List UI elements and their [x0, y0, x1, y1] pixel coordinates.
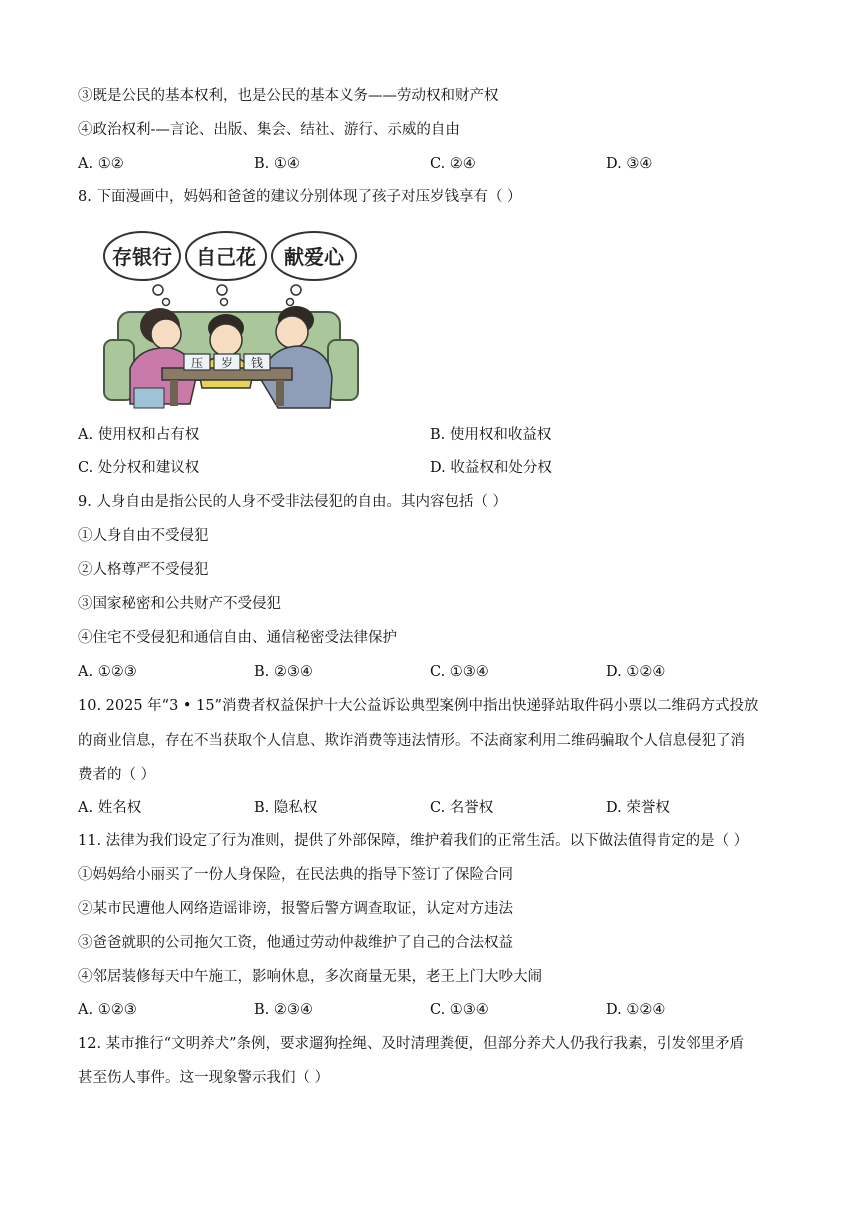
q9-option-b[interactable]: B. ②③④ [254, 664, 313, 680]
q10-option-c[interactable]: C. 名誉权 [430, 800, 494, 816]
q12-stem-line-2: 甚至伤人事件。这一现象警示我们（ ） [78, 1070, 330, 1086]
q8-option-b[interactable]: B. 使用权和收益权 [430, 427, 552, 443]
q11-item-2: ②某市民遭他人网络造谣诽谤，报警后警方调查取证，认定对方违法 [78, 901, 513, 917]
bubble-spend-self [186, 232, 266, 280]
q7-item-3: ③既是公民的基本权利，也是公民的基本义务——劳动权和财产权 [78, 88, 499, 104]
q7-item-4: ④政治权利-—言论、出版、集会、结社、游行、示威的自由 [78, 122, 460, 138]
q8-option-d[interactable]: D. 收益权和处分权 [430, 460, 552, 476]
bubble-text-2: 自己花 [196, 245, 256, 269]
q8-option-a[interactable]: A. 使用权和占有权 [78, 427, 200, 443]
q11-option-d[interactable]: D. ①②④ [606, 1002, 666, 1018]
q10-stem-line-1: 10. 2025 年“3 • 15”消费者权益保护十大公益诉讼典型案例中指出快递驿站取件码小票以二维码方式投放 [78, 698, 759, 714]
bubble-text-3: 献爱心 [284, 245, 344, 269]
q11-item-4: ④邻居装修每天中午施工，影响休息，多次商量无果，老王上门大吵大闹 [78, 969, 542, 985]
q10-option-d[interactable]: D. 荣誉权 [606, 800, 670, 816]
q11-option-c[interactable]: C. ①③④ [430, 1002, 489, 1018]
q12-stem-line-1: 12. 某市推行“文明养犬”条例，要求遛狗拴绳、及时清理粪便，但部分养犬人仍我行我素，引发邻里矛盾 [78, 1036, 744, 1052]
q11-option-b[interactable]: B. ②③④ [254, 1002, 313, 1018]
bubble-save-bank [104, 232, 180, 280]
q9-item-3: ③国家秘密和公共财产不受侵犯 [78, 596, 281, 612]
bubble-donate [272, 232, 356, 280]
q9-option-a[interactable]: A. ①②③ [78, 664, 137, 680]
q10-stem-line-2: 的商业信息，存在不当获取个人信息、欺诈消费等违法情形。不法商家利用二维码骗取个人信息侵犯了消 [78, 733, 745, 749]
q11-item-1: ①妈妈给小丽买了一份人身保险，在民法典的指导下签订了保险合同 [78, 867, 513, 883]
q7-option-c[interactable]: C. ②④ [430, 156, 476, 172]
q7-option-a[interactable]: A. ①② [78, 156, 124, 172]
q10-option-b[interactable]: B. 隐私权 [254, 800, 318, 816]
q9-item-1: ①人身自由不受侵犯 [78, 528, 209, 544]
q9-option-d[interactable]: D. ①②④ [606, 664, 666, 680]
q9-option-c[interactable]: C. ①③④ [430, 664, 489, 680]
money-label-3: 钱 [250, 356, 264, 370]
money-label-2: 岁 [220, 356, 234, 370]
q9-item-4: ④住宅不受侵犯和通信自由、通信秘密受法律保护 [78, 630, 397, 646]
money-label-1: 压 [190, 356, 204, 370]
q11-stem: 11. 法律为我们设定了行为准则，提供了外部保障，维护着我们的正常生活。以下做法值得肯定的是（ ） [78, 833, 749, 849]
q11-item-3: ③爸爸就职的公司拖欠工资，他通过劳动仲裁维护了自己的合法权益 [78, 935, 513, 951]
q8-stem: 8. 下面漫画中，妈妈和爸爸的建议分别体现了孩子对压岁钱享有（ ） [78, 189, 522, 205]
q9-stem: 9. 人身自由是指公民的人身不受非法侵犯的自由。其内容包括（ ） [78, 494, 508, 510]
q8-option-c[interactable]: C. 处分权和建议权 [78, 460, 200, 476]
q10-stem-line-3: 费者的（ ） [78, 767, 156, 783]
bubble-text-1: 存银行 [112, 245, 172, 269]
q7-option-b[interactable]: B. ①④ [254, 156, 300, 172]
q9-item-2: ②人格尊严不受侵犯 [78, 562, 209, 578]
q11-option-a[interactable]: A. ①②③ [78, 1002, 137, 1018]
money-cartoon [100, 228, 362, 414]
q10-option-a[interactable]: A. 姓名权 [78, 800, 142, 816]
q7-option-d[interactable]: D. ③④ [606, 156, 653, 172]
